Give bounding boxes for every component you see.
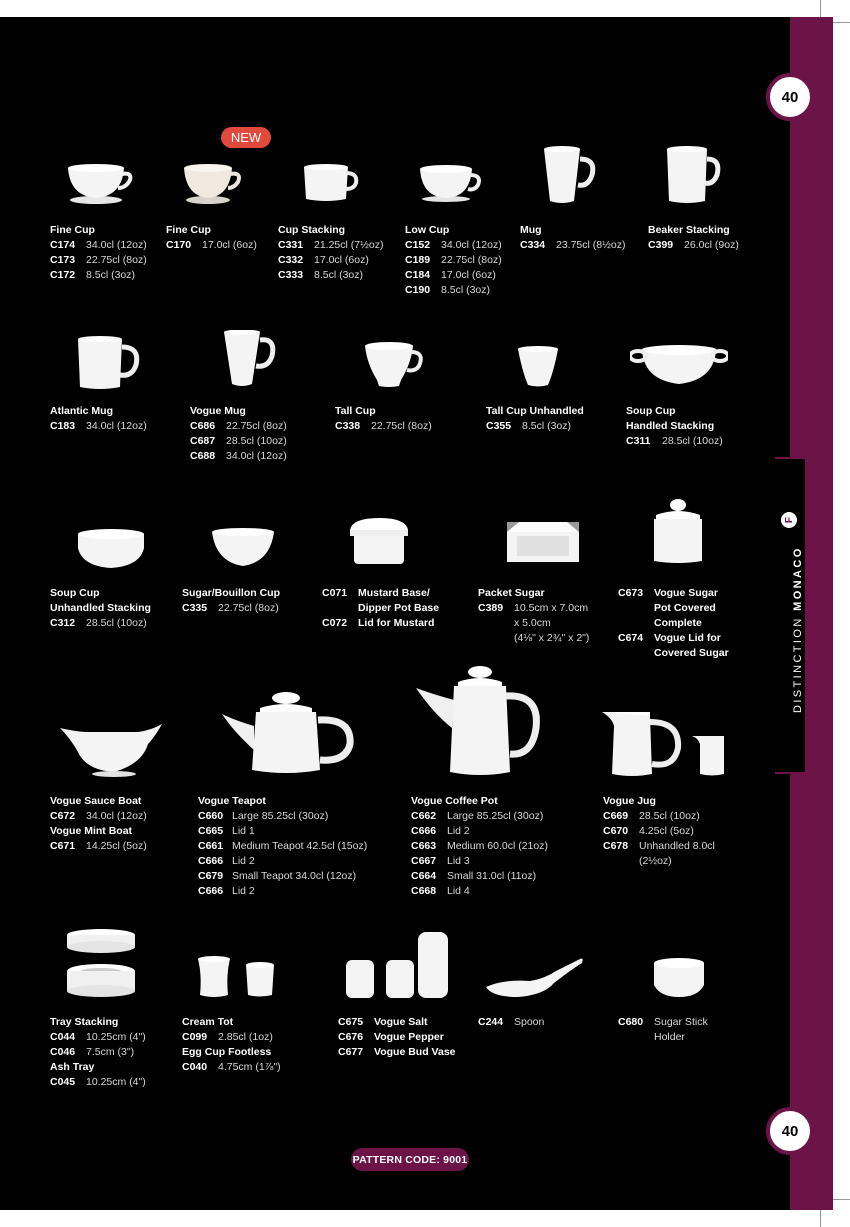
product-code: C679 bbox=[198, 870, 224, 882]
product-code: C190 bbox=[405, 284, 431, 296]
product-name: Vogue Sugar bbox=[654, 587, 718, 599]
product-row bbox=[478, 616, 589, 631]
product-title: Vogue Mint Boat bbox=[50, 825, 133, 837]
product-mustard bbox=[322, 586, 439, 631]
vogue-jug-image bbox=[600, 708, 684, 780]
product-row bbox=[198, 884, 367, 899]
product-code: C152 bbox=[405, 239, 431, 251]
product-title: Cream Tot bbox=[182, 1016, 234, 1028]
vogue-mug-image bbox=[222, 330, 280, 390]
product-desc: Small Teapot 34.0cl (12oz) bbox=[232, 870, 357, 882]
product-desc: 22.75cl (8oz) bbox=[218, 602, 279, 614]
product-desc: 26.0cl (9oz) bbox=[684, 239, 739, 251]
crop-mark bbox=[833, 1199, 850, 1200]
product-title: Atlantic Mug bbox=[50, 405, 113, 417]
brand-bold: MONACO bbox=[792, 546, 804, 611]
product-row bbox=[618, 616, 729, 631]
product-row bbox=[278, 253, 383, 268]
product-desc: 14.25cl (5oz) bbox=[86, 840, 147, 852]
product-row bbox=[411, 824, 548, 839]
vogue-coffee-pot-image bbox=[414, 664, 544, 780]
cream-tot-egg-cup-image bbox=[192, 955, 282, 1001]
vogue-sauce-boat-image bbox=[58, 722, 164, 778]
product-desc: 21.25cl (7½oz) bbox=[314, 239, 384, 251]
product-row bbox=[411, 884, 548, 899]
product-title: Low Cup bbox=[405, 224, 450, 236]
product-title: Packet Sugar bbox=[478, 587, 545, 599]
product-code: C661 bbox=[198, 840, 224, 852]
product-row bbox=[322, 601, 439, 616]
product-title: Cup Stacking bbox=[278, 224, 346, 236]
product-row bbox=[50, 238, 147, 253]
product-spoon bbox=[478, 1015, 544, 1030]
product-row bbox=[405, 283, 502, 298]
product-code: C670 bbox=[603, 825, 629, 837]
product-desc: 2.85cl (1oz) bbox=[218, 1031, 273, 1043]
product-row bbox=[626, 434, 723, 449]
product-vogue-jug bbox=[603, 794, 715, 869]
product-name: Mustard Base/ bbox=[358, 587, 430, 599]
salt-pepper-vase-image bbox=[342, 928, 454, 1000]
mustard-pot-image bbox=[348, 516, 410, 568]
product-desc: Large 85.25cl (30oz) bbox=[232, 810, 329, 822]
product-desc: 22.75cl (8oz) bbox=[226, 420, 287, 432]
product-code: C335 bbox=[182, 602, 208, 614]
product-code: C663 bbox=[411, 840, 437, 852]
product-row bbox=[520, 238, 625, 253]
product-name: Vogue Pepper bbox=[374, 1031, 444, 1043]
product-code: C044 bbox=[50, 1031, 76, 1043]
product-name: Pot Covered bbox=[654, 602, 716, 614]
product-desc: Unhandled 8.0cl bbox=[639, 840, 715, 852]
atlantic-mug-image bbox=[76, 335, 144, 393]
product-row bbox=[50, 253, 147, 268]
product-row bbox=[411, 869, 548, 884]
fine-cup-new-image bbox=[180, 160, 245, 205]
product-code: C332 bbox=[278, 254, 304, 266]
soup-cup-handled-image bbox=[630, 342, 728, 390]
product-row bbox=[278, 238, 383, 253]
product-title: Vogue Jug bbox=[603, 795, 656, 807]
product-cup-stacking bbox=[278, 223, 383, 283]
product-vogue-coffee-pot bbox=[411, 794, 548, 899]
product-code: C312 bbox=[50, 617, 76, 629]
product-row bbox=[338, 1045, 456, 1060]
product-code: C667 bbox=[411, 855, 437, 867]
product-title: Tall Cup Unhandled bbox=[486, 405, 584, 417]
product-code: C688 bbox=[190, 450, 216, 462]
product-desc: 4.75cm (1⅞") bbox=[218, 1061, 281, 1073]
product-soup-cup-handled bbox=[626, 404, 723, 449]
product-row bbox=[182, 1030, 281, 1045]
product-row bbox=[411, 809, 548, 824]
product-title: Beaker Stacking bbox=[648, 224, 730, 236]
crop-mark bbox=[833, 22, 850, 23]
product-desc: Spoon bbox=[514, 1016, 545, 1028]
product-row bbox=[198, 839, 367, 854]
product-desc: Sugar Stick bbox=[654, 1016, 708, 1028]
product-code: C660 bbox=[198, 810, 224, 822]
product-desc: Lid 1 bbox=[232, 825, 255, 837]
product-code: C334 bbox=[520, 239, 546, 251]
product-code: C046 bbox=[50, 1046, 76, 1058]
product-desc: Lid 3 bbox=[447, 855, 470, 867]
product-code: C355 bbox=[486, 420, 512, 432]
product-fine-cup-new bbox=[166, 223, 257, 253]
product-title: Soup Cup bbox=[50, 587, 100, 599]
product-title: Fine Cup bbox=[50, 224, 95, 236]
product-title: Vogue Teapot bbox=[198, 795, 266, 807]
product-desc: Medium Teapot 42.5cl (15oz) bbox=[232, 840, 368, 852]
product-row bbox=[50, 1045, 146, 1060]
product-code: C687 bbox=[190, 435, 216, 447]
product-row bbox=[618, 586, 729, 601]
product-desc: 10.25cm (4") bbox=[86, 1031, 146, 1043]
product-desc: 28.5cl (10oz) bbox=[86, 617, 147, 629]
product-tall-cup bbox=[335, 404, 432, 434]
product-code: C680 bbox=[618, 1016, 644, 1028]
product-desc: Lid 2 bbox=[232, 885, 255, 897]
vogue-jug-unhandled-image bbox=[690, 732, 730, 778]
pattern-code-badge: PATTERN CODE: 9001 bbox=[351, 1148, 469, 1171]
product-sugar-bouillon-cup bbox=[182, 586, 280, 616]
product-title: Vogue Coffee Pot bbox=[411, 795, 498, 807]
product-desc: 28.5cl (10oz) bbox=[639, 810, 700, 822]
new-badge: NEW bbox=[221, 127, 271, 148]
product-desc: 8.5cl (3oz) bbox=[314, 269, 364, 281]
product-row bbox=[198, 869, 367, 884]
product-low-cup bbox=[405, 223, 502, 298]
product-desc: 17.0cl (6oz) bbox=[202, 239, 257, 251]
product-title: Tall Cup bbox=[335, 405, 376, 417]
product-name: Complete bbox=[654, 617, 702, 629]
product-code: C668 bbox=[411, 885, 437, 897]
product-row bbox=[50, 1075, 146, 1090]
product-row bbox=[50, 1030, 146, 1045]
product-row bbox=[618, 601, 729, 616]
product-code: C678 bbox=[603, 840, 629, 852]
product-code: C664 bbox=[411, 870, 437, 882]
page-number-bottom: 40 bbox=[766, 1107, 814, 1155]
product-desc: 34.0cl (12oz) bbox=[86, 239, 147, 251]
product-code: C672 bbox=[50, 810, 76, 822]
tall-cup-image bbox=[363, 340, 425, 390]
tray-stacking-image bbox=[65, 925, 137, 1001]
product-desc: 17.0cl (6oz) bbox=[441, 269, 496, 281]
product-desc: Lid 4 bbox=[447, 885, 470, 897]
product-row bbox=[618, 631, 729, 646]
product-desc: 23.75cl (8½oz) bbox=[556, 239, 626, 251]
product-desc: 8.5cl (3oz) bbox=[522, 420, 572, 432]
product-code: C686 bbox=[190, 420, 216, 432]
product-code: C311 bbox=[626, 435, 651, 447]
product-name: Dipper Pot Base bbox=[358, 602, 440, 614]
product-code: C338 bbox=[335, 420, 361, 432]
product-name: Covered Sugar bbox=[654, 647, 729, 659]
product-desc: Small 31.0cl (11oz) bbox=[447, 870, 537, 882]
vogue-sugar-pot-image bbox=[648, 497, 708, 567]
vogue-teapot-image bbox=[220, 690, 356, 780]
product-row bbox=[603, 824, 715, 839]
soup-cup-unhandled-image bbox=[76, 526, 146, 572]
product-title: Mug bbox=[520, 224, 542, 236]
product-row bbox=[603, 854, 715, 869]
product-desc: 22.75cl (8oz) bbox=[86, 254, 147, 266]
product-code: C389 bbox=[478, 602, 504, 614]
product-row bbox=[405, 253, 502, 268]
product-desc: Holder bbox=[654, 1031, 685, 1043]
product-code: C170 bbox=[166, 239, 192, 251]
product-row bbox=[190, 449, 287, 464]
product-title: Ash Tray bbox=[50, 1061, 95, 1073]
fine-cup-image bbox=[62, 160, 134, 205]
product-row bbox=[198, 854, 367, 869]
product-row bbox=[405, 238, 502, 253]
product-row bbox=[166, 238, 257, 253]
product-code: C666 bbox=[198, 885, 224, 897]
product-title: Egg Cup Footless bbox=[182, 1046, 272, 1058]
product-sugar-stick-holder bbox=[618, 1015, 708, 1045]
product-code: C172 bbox=[50, 269, 76, 281]
product-row bbox=[50, 839, 147, 854]
product-desc: 7.5cm (3") bbox=[86, 1046, 135, 1058]
product-desc: (4⅛" x 2¾" x 2") bbox=[514, 632, 590, 644]
product-desc: 34.0cl (12oz) bbox=[441, 239, 502, 251]
packet-sugar-image bbox=[505, 520, 581, 566]
product-row bbox=[182, 601, 280, 616]
product-fine-cup bbox=[50, 223, 147, 283]
product-desc: 22.75cl (8oz) bbox=[441, 254, 502, 266]
product-name: Vogue Salt bbox=[374, 1016, 428, 1028]
product-desc: Medium 60.0cl (21oz) bbox=[447, 840, 548, 852]
product-row bbox=[478, 631, 589, 646]
product-soup-cup-unhandled bbox=[50, 586, 151, 631]
sugar-bouillon-cup-image bbox=[210, 526, 276, 570]
sugar-stick-holder-image bbox=[650, 955, 708, 999]
product-row bbox=[405, 268, 502, 283]
product-vogue-sauce-boat bbox=[50, 794, 147, 854]
product-code: C677 bbox=[338, 1046, 364, 1058]
brand-light: DISTINCTION bbox=[792, 610, 804, 713]
product-desc: x 5.0cm bbox=[514, 617, 551, 629]
product-code: C666 bbox=[198, 855, 224, 867]
product-title: Soup Cup bbox=[626, 405, 676, 417]
product-desc: Lid 2 bbox=[232, 855, 255, 867]
product-code: C671 bbox=[50, 840, 76, 852]
product-row bbox=[618, 1030, 708, 1045]
product-name: Vogue Lid for bbox=[654, 632, 721, 644]
product-code: C099 bbox=[182, 1031, 208, 1043]
product-row bbox=[50, 419, 147, 434]
product-code: C244 bbox=[478, 1016, 504, 1028]
spoon-image bbox=[484, 955, 588, 1001]
brand-label bbox=[792, 546, 804, 713]
product-code: C662 bbox=[411, 810, 437, 822]
product-code: C184 bbox=[405, 269, 431, 281]
product-atlantic-mug bbox=[50, 404, 147, 434]
product-row bbox=[50, 616, 151, 631]
product-desc: (2½oz) bbox=[639, 855, 672, 867]
product-code: C666 bbox=[411, 825, 437, 837]
product-code: C072 bbox=[322, 617, 348, 629]
product-row bbox=[182, 1060, 281, 1075]
tall-cup-unhandled-image bbox=[516, 345, 560, 389]
product-code: C669 bbox=[603, 810, 629, 822]
product-vogue-sugar-pot bbox=[618, 586, 729, 661]
product-desc: 28.5cl (10oz) bbox=[662, 435, 723, 447]
product-code: C040 bbox=[182, 1061, 208, 1073]
product-row bbox=[618, 646, 729, 661]
product-desc: 28.5cl (10oz) bbox=[226, 435, 287, 447]
product-title: Fine Cup bbox=[166, 224, 211, 236]
product-salt-pepper bbox=[338, 1015, 456, 1060]
product-row bbox=[338, 1030, 456, 1045]
product-code: C674 bbox=[618, 632, 644, 644]
product-desc: Large 85.25cl (30oz) bbox=[447, 810, 544, 822]
product-desc: 17.0cl (6oz) bbox=[314, 254, 369, 266]
product-desc: 10.25cm (4") bbox=[86, 1076, 146, 1088]
product-row bbox=[603, 839, 715, 854]
product-row bbox=[486, 419, 584, 434]
product-row bbox=[335, 419, 432, 434]
product-code: C045 bbox=[50, 1076, 76, 1088]
cup-stacking-image bbox=[300, 163, 362, 205]
product-row bbox=[411, 839, 548, 854]
product-code: C399 bbox=[648, 239, 674, 251]
product-row bbox=[322, 616, 439, 631]
product-row bbox=[198, 809, 367, 824]
crop-mark bbox=[820, 1210, 821, 1227]
product-mug bbox=[520, 223, 625, 253]
product-beaker-stacking bbox=[648, 223, 739, 253]
product-desc: 4.25cl (5oz) bbox=[639, 825, 694, 837]
product-code: C673 bbox=[618, 587, 644, 599]
product-packet-sugar bbox=[478, 586, 589, 646]
low-cup-image bbox=[416, 163, 484, 203]
product-subtitle: Handled Stacking bbox=[626, 420, 715, 432]
product-desc: 8.5cl (3oz) bbox=[86, 269, 136, 281]
product-vogue-teapot bbox=[198, 794, 367, 899]
product-row bbox=[50, 268, 147, 283]
product-desc: 34.0cl (12oz) bbox=[86, 420, 147, 432]
product-code: C333 bbox=[278, 269, 304, 281]
product-tray-stacking bbox=[50, 1015, 146, 1090]
product-name: Lid for Mustard bbox=[358, 617, 435, 629]
product-code: C675 bbox=[338, 1016, 364, 1028]
product-code: C331 bbox=[278, 239, 304, 251]
product-row bbox=[478, 601, 589, 616]
product-desc: 22.75cl (8oz) bbox=[371, 420, 432, 432]
product-desc: 34.0cl (12oz) bbox=[226, 450, 287, 462]
product-row bbox=[50, 809, 147, 824]
mug-image bbox=[540, 145, 600, 207]
product-title: Vogue Sauce Boat bbox=[50, 795, 142, 807]
page-number-top: 40 bbox=[766, 73, 814, 121]
product-title: Vogue Mug bbox=[190, 405, 246, 417]
product-desc: Lid 2 bbox=[447, 825, 470, 837]
product-row bbox=[618, 1015, 708, 1030]
product-row bbox=[478, 1015, 544, 1030]
crop-mark bbox=[820, 0, 821, 17]
product-subtitle: Unhandled Stacking bbox=[50, 602, 151, 614]
product-code: C665 bbox=[198, 825, 224, 837]
product-code: C189 bbox=[405, 254, 431, 266]
product-tall-cup-unhandled bbox=[486, 404, 584, 434]
brand-logo-icon: F bbox=[781, 512, 797, 528]
product-code: C183 bbox=[50, 420, 76, 432]
product-vogue-mug bbox=[190, 404, 287, 464]
product-name: Vogue Bud Vase bbox=[374, 1046, 456, 1058]
product-desc: 10.5cm x 7.0cm bbox=[514, 602, 589, 614]
product-row bbox=[278, 268, 383, 283]
product-desc: 8.5cl (3oz) bbox=[441, 284, 491, 296]
product-row bbox=[322, 586, 439, 601]
product-title: Tray Stacking bbox=[50, 1016, 119, 1028]
product-row bbox=[198, 824, 367, 839]
product-title: Sugar/Bouillon Cup bbox=[182, 587, 280, 599]
product-code: C071 bbox=[322, 587, 348, 599]
product-cream-tot bbox=[182, 1015, 281, 1075]
beaker-stacking-image bbox=[663, 145, 723, 207]
product-desc: 34.0cl (12oz) bbox=[86, 810, 147, 822]
product-row bbox=[190, 419, 287, 434]
product-code: C676 bbox=[338, 1031, 364, 1043]
product-row bbox=[411, 854, 548, 869]
product-row bbox=[648, 238, 739, 253]
product-code: C174 bbox=[50, 239, 76, 251]
product-row bbox=[190, 434, 287, 449]
product-row bbox=[603, 809, 715, 824]
product-code: C173 bbox=[50, 254, 76, 266]
product-row bbox=[338, 1015, 456, 1030]
